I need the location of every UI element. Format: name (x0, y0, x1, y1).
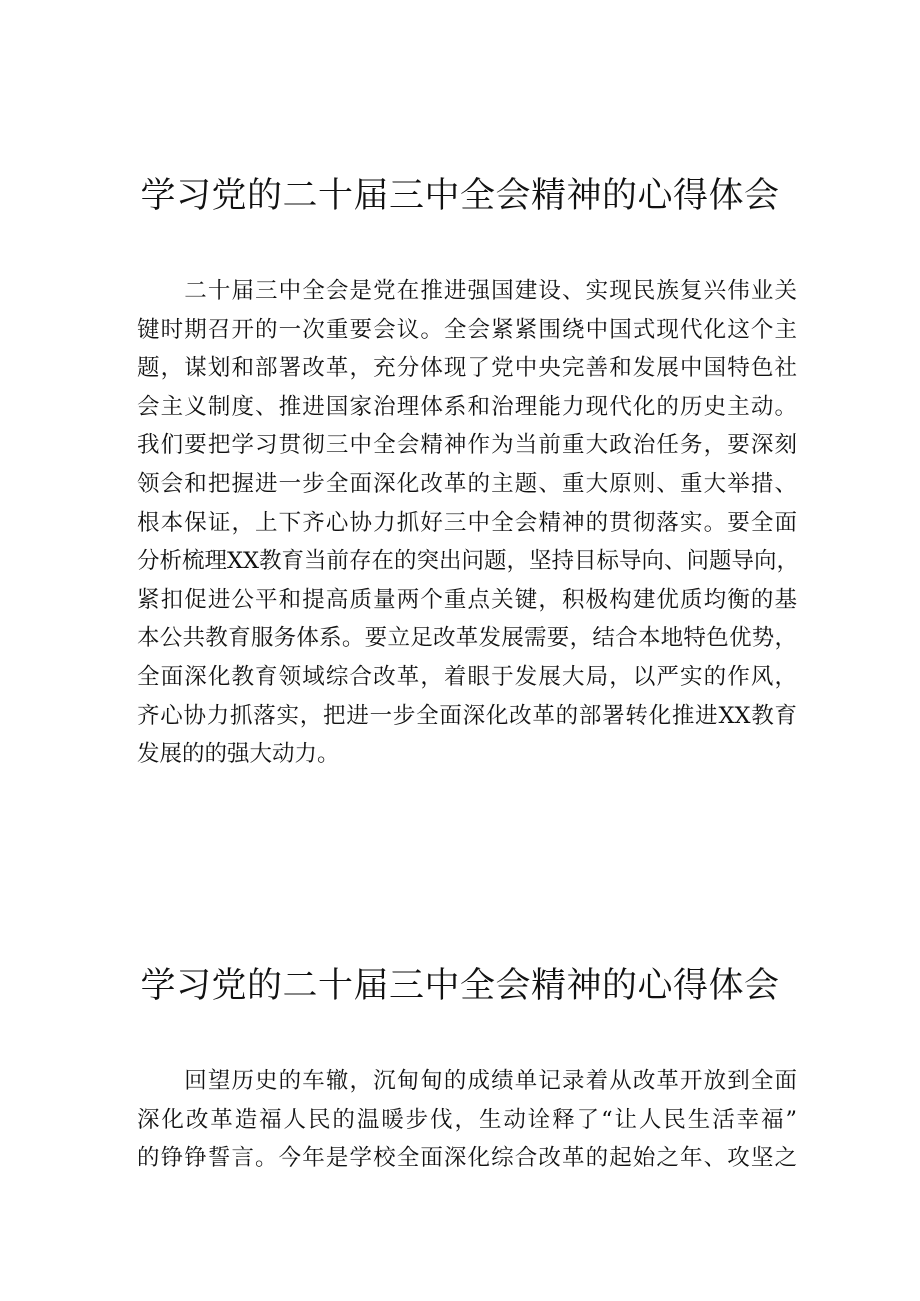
article-body (137, 272, 800, 774)
body-line: 回望历史的车辙，沉甸甸的成绩单记录着从改革开放到全面 (137, 1068, 797, 1094)
body-line: 分析梳理XX教育当前存在的突出问题，坚持目标导向、问题导向， (137, 548, 800, 575)
body-line: 题，谋划和部署改革，充分体现了党中央完善和发展中国特色社 (137, 355, 797, 382)
article-section-2 (0, 958, 920, 1172)
article-title: 学习党的二十届三中全会精神的心得体会 (140, 966, 780, 1006)
body-line: 本公共教育服务体系。要立足改革发展需要，结合本地特色优势， (137, 625, 797, 652)
body-line: 根本保证，上下齐心协力抓好三中全会精神的贯彻落实。要全面 (137, 509, 797, 536)
body-line: 二十届三中全会是党在推进强国建设、实现民族复兴伟业关 (137, 278, 797, 304)
body-line: 领会和把握进一步全面深化改革的主题、重大原则、重大举措、 (137, 470, 797, 497)
body-line: 齐心协力抓落实，把进一步全面深化改革的部署转化推进XX教育 (137, 702, 797, 729)
body-line: 全面深化教育领域综合改革，着眼于发展大局，以严实的作风， (137, 663, 797, 690)
article-title: 学习党的二十届三中全会精神的心得体会 (140, 176, 780, 216)
body-line: 我们要把学习贯彻三中全会精神作为当前重大政治任务，要深刻 (137, 432, 797, 459)
body-line: 深化改革造福人民的温暖步伐，生动诠释了“让人民生活幸福” (137, 1106, 797, 1133)
body-line: 键时期召开的一次重要会议。全会紧紧围绕中国式现代化这个主 (137, 316, 797, 343)
article-section-1 (0, 168, 920, 768)
article-body (137, 1062, 797, 1178)
body-line: 会主义制度、推进国家治理体系和治理能力现代化的历史主动。 (137, 393, 797, 420)
body-line: 发展的的强大动力。 (137, 741, 340, 768)
body-line: 的铮铮誓言。今年是学校全面深化综合改革的起始之年、攻坚之 (137, 1145, 797, 1172)
body-line: 紧扣促进公平和提高质量两个重点关键，积极构建优质均衡的基 (137, 586, 797, 613)
